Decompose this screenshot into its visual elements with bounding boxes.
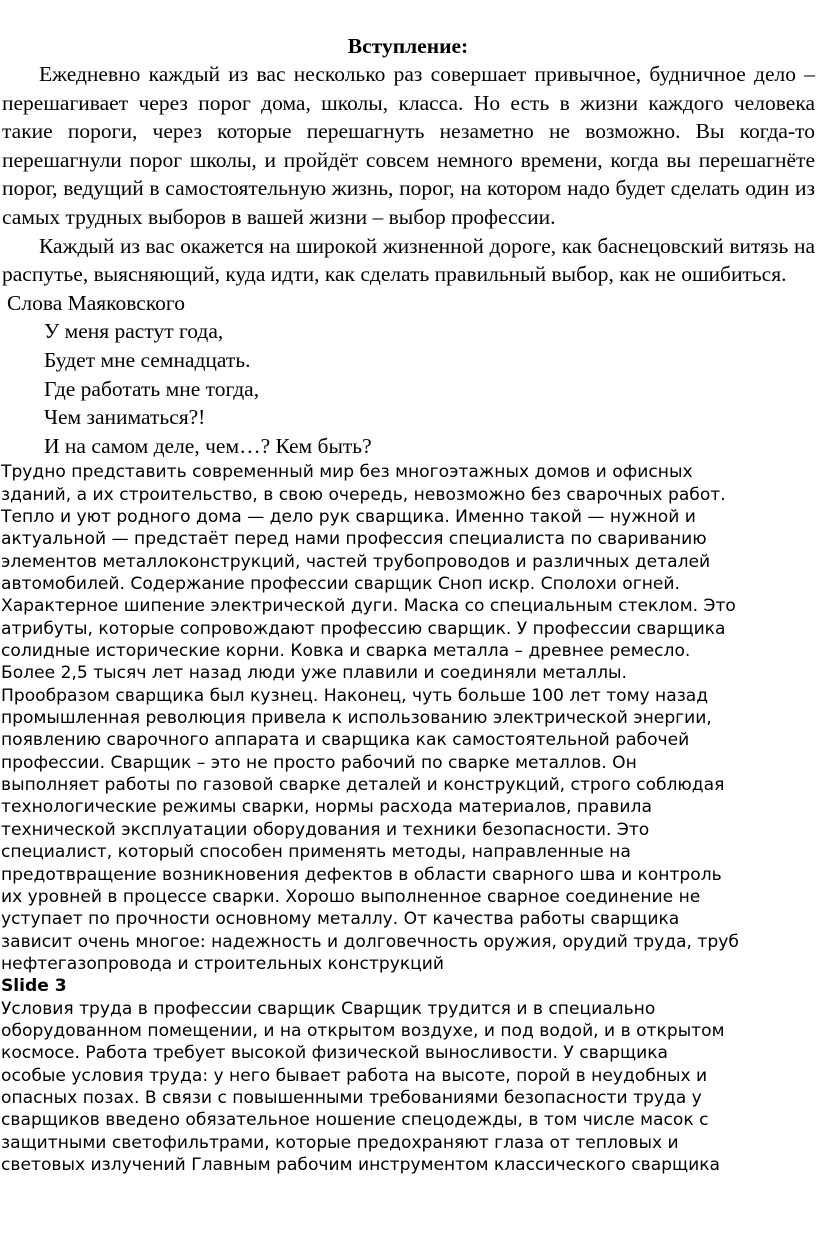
- text-line: специалист, который способен применять методы, направленные на: [1, 842, 631, 863]
- text-line: атрибуты, которые сопровождают профессию сварщик. У профессии сварщика: [1, 618, 726, 639]
- text-line: оборудованном помещении, и на открытом воздухе, и под водой, и в открытом: [1, 1020, 725, 1041]
- poem: [0, 317, 816, 460]
- quote-attribution: Слова Маяковского: [7, 290, 185, 315]
- text-line: космосе. Работа требует высокой физической выносливости. У сварщика: [1, 1043, 669, 1064]
- text-line: световых излучений Главным рабочим инструментом классического сварщика: [1, 1154, 721, 1175]
- text-line: актуальной — предстаёт перед нами профессия специалиста по свариванию: [1, 529, 707, 550]
- text-line: выполняет работы по газовой сварке деталей и конструкций, строго соблюдая: [1, 775, 725, 796]
- text-line: солидные исторические корни. Ковка и сварка металла – древнее ремесло.: [1, 641, 691, 662]
- poem-line: Будет мне семнадцать.: [44, 347, 251, 372]
- poem-line: И на самом деле, чем…? Кем быть?: [44, 433, 372, 458]
- text-line: Более 2,5 тысяч лет назад люди уже плавили и соединяли металлы.: [1, 663, 627, 684]
- text-line: промышленная революция привела к использованию электрической энергии,: [1, 708, 712, 729]
- text-line: сварщиков введено обязательное ношение спецодежды, в том числе масок с: [1, 1110, 709, 1131]
- text-line: Условия труда в профессии сварщик Сварщик трудится и в специально: [1, 998, 656, 1019]
- page-title: Вступление:: [347, 34, 469, 58]
- text-line: защитными светофильтрами, которые предохраняют глаза от тепловых и: [1, 1132, 679, 1153]
- text-line: профессии. Сварщик – это не просто рабочий по сварке металлов. Он: [1, 752, 637, 773]
- welding-profession-section: [0, 461, 816, 975]
- text-line: Характерное шипение электрической дуги. Маска со специальным стеклом. Это: [1, 596, 736, 617]
- text-line: Прообразом сварщика был кузнец. Наконец, чуть больше 100 лет тому назад: [1, 685, 709, 706]
- text-line: особые условия труда: у него бывает работа на высоте, порой в неудобных и: [1, 1065, 708, 1086]
- text-line: технологические режимы сварки, нормы расхода материалов, правила: [1, 797, 652, 818]
- working-conditions-section: [0, 998, 816, 1177]
- intro-paragraph-1: Ежедневно каждый из вас несколько раз совершает привычное, будничное дело – перешагивает через порог дома, школы, класса. Но есть в жизни каждого человека такие пороги, через которые перешагнуть незаметно не возможно. Вы когда-то перешагнули порог школы, и пройдёт совсем немного времени, когда вы перешагнёте порог, ведущий в самостоятельную жизнь, порог, на котором надо будет сделать один из самых трудных выборов в вашей жизни – выбор профессии.: [2, 62, 815, 229]
- text-line: Трудно представить современный мир без многоэтажных домов и офисных: [1, 462, 693, 483]
- poem-line: Чем заниматься?!: [44, 405, 206, 430]
- text-line: зависит очень многое: надежность и долговечность оружия, орудий труда, труб: [1, 931, 739, 952]
- text-line: опасных позах. В связи с повышенными требованиями безопасности труда у: [1, 1087, 702, 1108]
- text-line: уступает по прочности основному металлу. От качества работы сварщика: [1, 909, 680, 930]
- text-line: предотвращение возникновения дефектов в области сварного шва и контроль: [1, 864, 722, 885]
- text-line: зданий, а их строительство, в свою очередь, невозможно без сварочных работ.: [1, 484, 726, 505]
- poem-line: Где работать мне тогда,: [44, 376, 260, 401]
- poem-line: У меня растут года,: [44, 319, 224, 344]
- text-line: элементов металлоконструкций, частей трубопроводов и различных деталей: [1, 551, 711, 572]
- text-line: Тепло и уют родного дома — дело рук сварщика. Именно такой — нужной и: [1, 507, 696, 527]
- intro-paragraph-2: Каждый из вас окажется на широкой жизненной дороге, как баснецовский витязь на распутье, выясняющий, куда идти, как сделать правильный выбор, как не ошибиться.: [2, 233, 815, 287]
- text-line: появлению сварочного аппарата и сварщика как самостоятельной рабочей: [1, 730, 690, 751]
- slide-heading: Slide 3: [1, 976, 67, 997]
- text-line: технической эксплуатации оборудования и техники безопасности. Это: [1, 819, 650, 840]
- text-line: их уровней в процессе сварки. Хорошо выполненное сварное соединение не: [1, 886, 701, 907]
- text-line: нефтегазопровода и строительных конструкций: [1, 953, 445, 974]
- text-line: автомобилей. Содержание профессии сварщик Сноп искр. Сполохи огней.: [1, 574, 680, 595]
